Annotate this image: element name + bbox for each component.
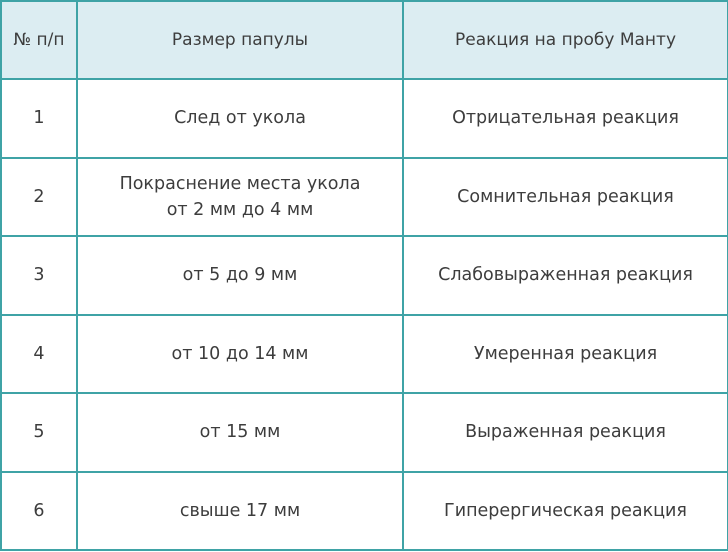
papule-size-cell: След от укола [77, 79, 403, 158]
table-row [1, 79, 728, 158]
reaction-cell: Гиперергическая реакция [403, 472, 728, 551]
row-number: 3 [1, 236, 77, 315]
reaction-cell: Умеренная реакция [403, 315, 728, 394]
reaction-cell: Слабовыраженная реакция [403, 236, 728, 315]
table-row [1, 472, 728, 551]
table-row [1, 236, 728, 315]
header-reaction: Реакция на пробу Манту [403, 1, 728, 79]
reaction-cell: Выраженная реакция [403, 393, 728, 472]
table-row [1, 158, 728, 237]
papule-size-cell [77, 158, 403, 237]
row-number: 5 [1, 393, 77, 472]
papule-size-cell: свыше 17 мм [77, 472, 403, 551]
papule-size-cell: от 10 до 14 мм [77, 315, 403, 394]
papule-size-line-1: Покраснение места укола [119, 173, 361, 194]
row-number: 6 [1, 472, 77, 551]
table-header-row [1, 1, 728, 79]
table-row [1, 393, 728, 472]
papule-size-cell: от 5 до 9 мм [77, 236, 403, 315]
header-papule-size: Размер папулы [77, 1, 403, 79]
papule-size-cell: от 15 мм [77, 393, 403, 472]
row-number: 4 [1, 315, 77, 394]
row-number: 2 [1, 158, 77, 237]
header-number: № п/п [1, 1, 77, 79]
papule-size-line-2: от 2 мм до 4 мм [166, 199, 314, 220]
reaction-cell: Сомнительная реакция [403, 158, 728, 237]
row-number: 1 [1, 79, 77, 158]
reaction-cell: Отрицательная реакция [403, 79, 728, 158]
table-row [1, 315, 728, 394]
